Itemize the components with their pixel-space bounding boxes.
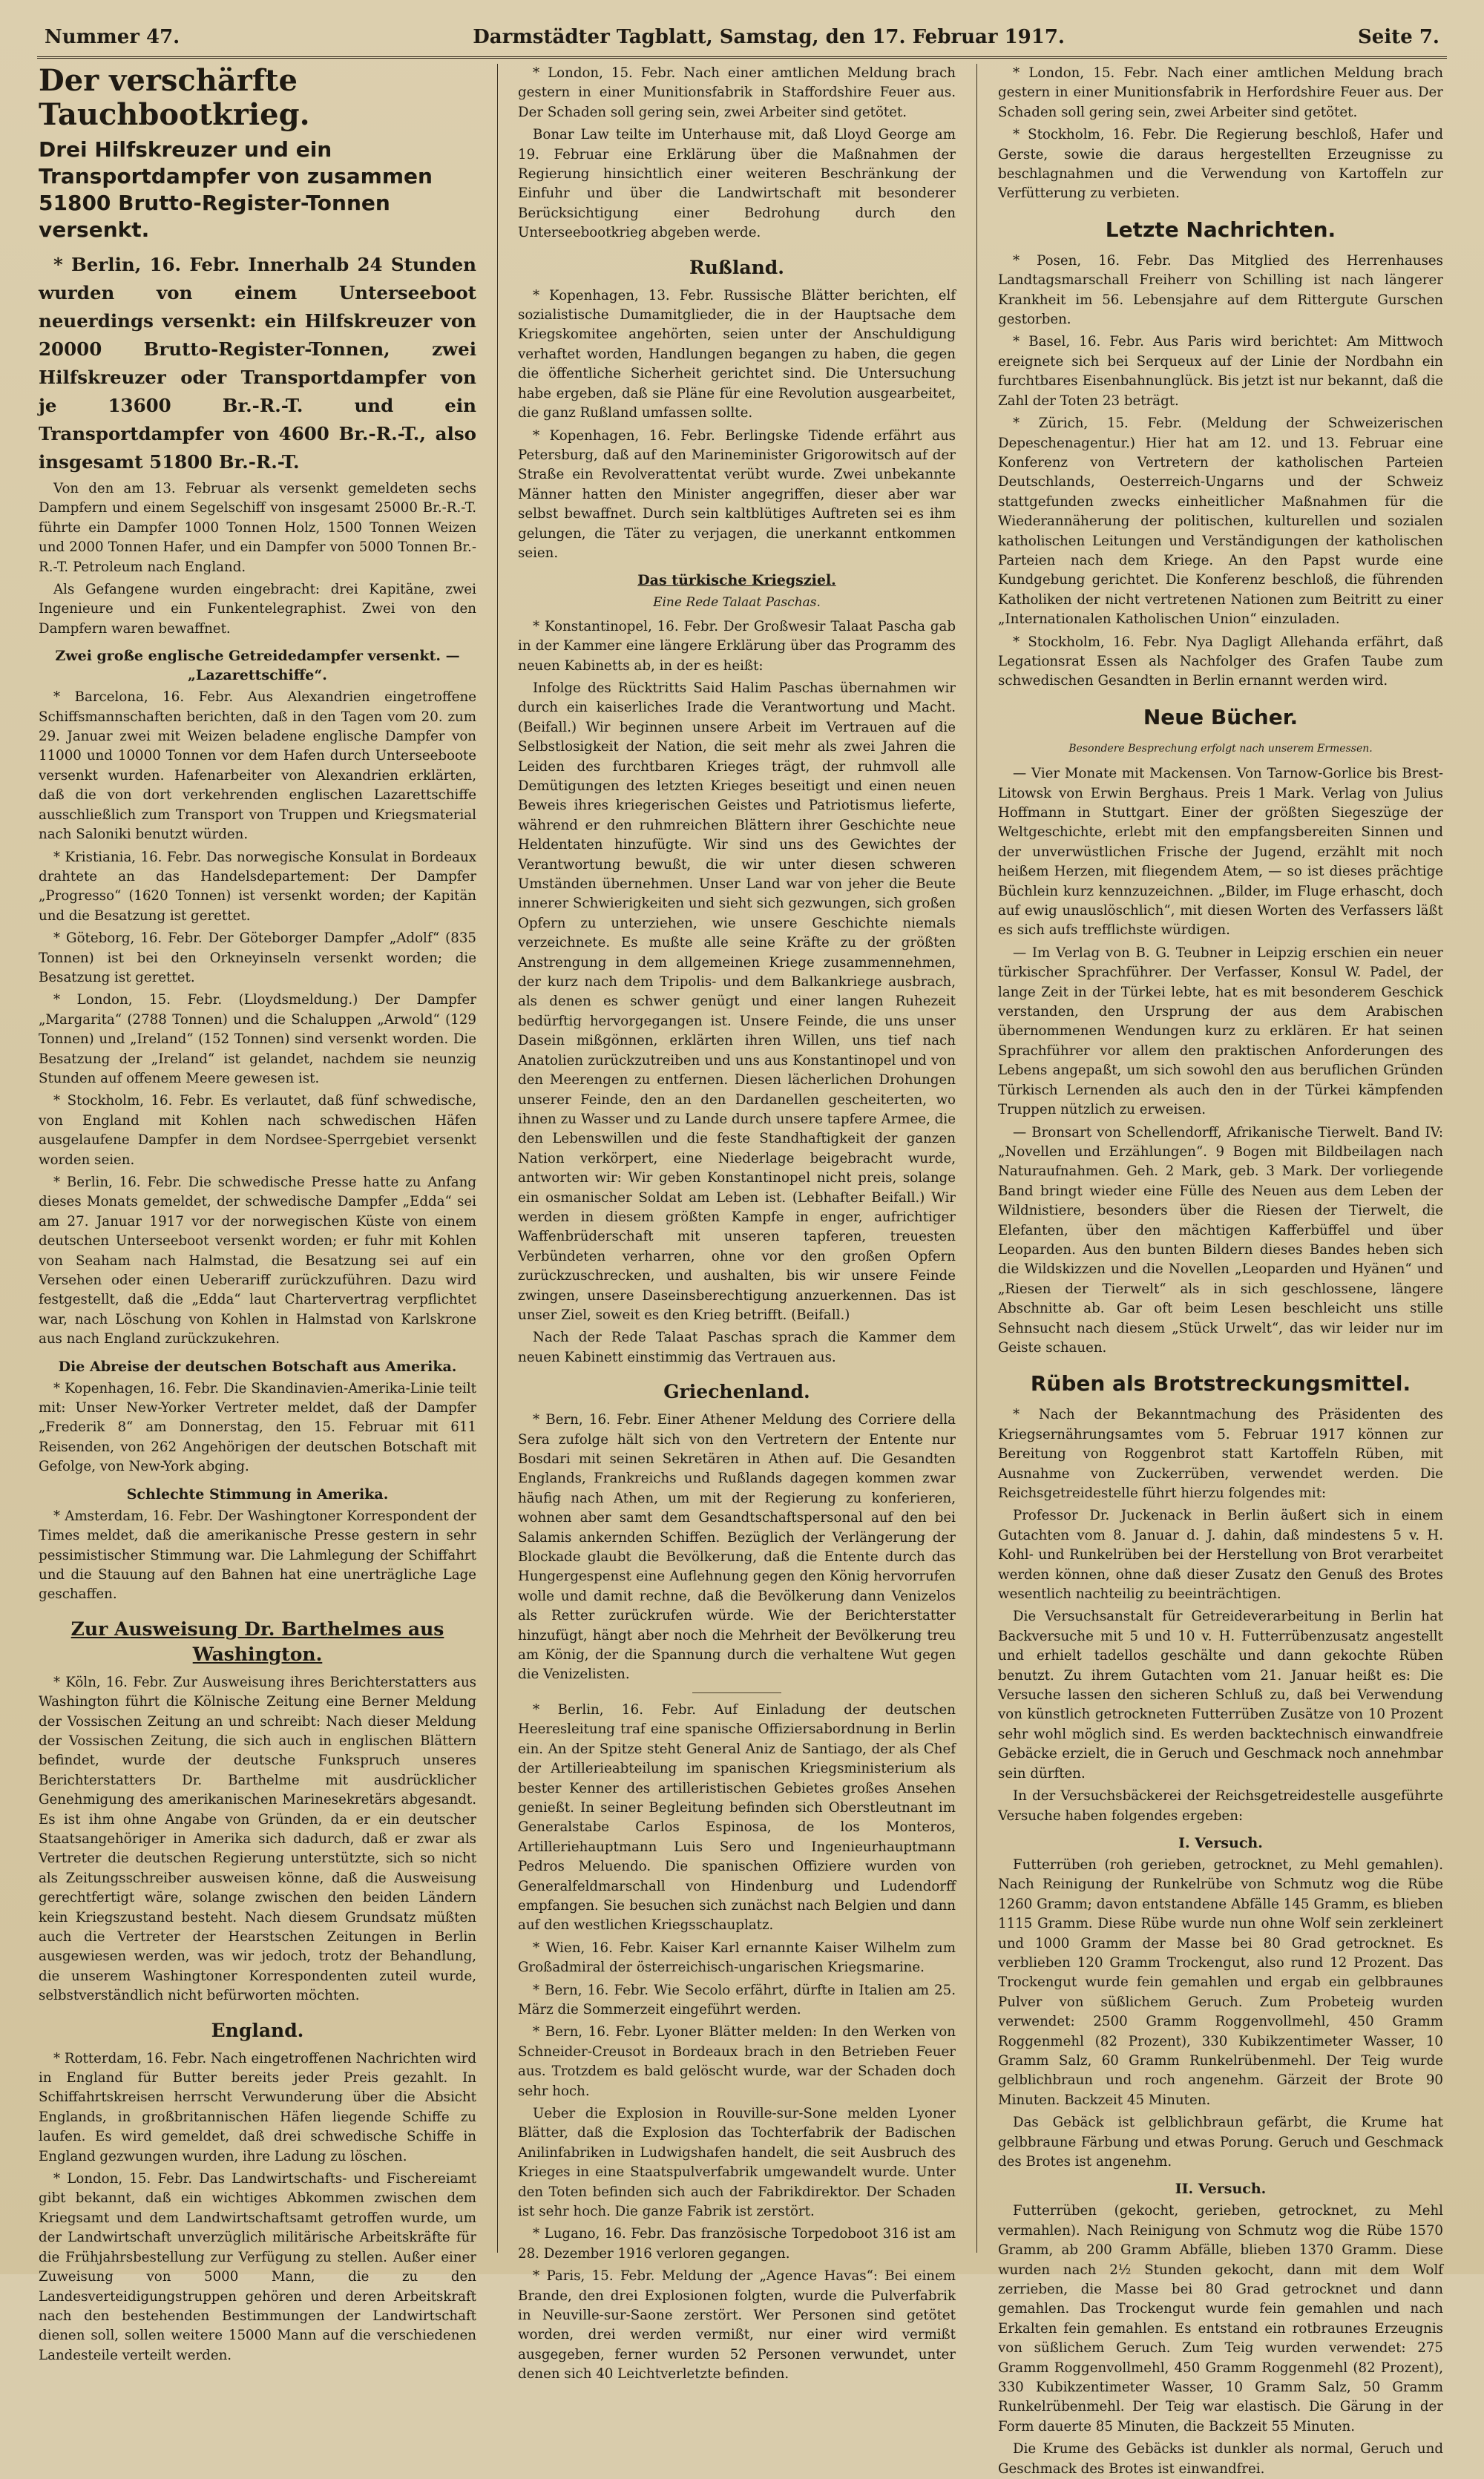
section-heading: Griechenland. bbox=[663, 1381, 810, 1403]
article-paragraph: * Berlin, 16. Febr. Auf Einladung der deutschen Heeresleitung traf eine spanische Offiziersabordnung in Berlin ein. An der Spitze steht General Aniz de Santiago, der als Chef der Artillerieabteilung im spanischen Kriegsministerium als bester Kenner des artilleristischen Gebietes großes Ansehen genießt. In seiner Begleitung befinden sich Oberstleutnant im Generalstabe Carlos Espinosa, de los Monteros, Artilleriehauptmann Luis Sero und Ingenieurhauptmann Pedros Meluendo. Die spanischen Offiziere wurden von Generalfeldmarschall von Hindenburg und Ludendorff empfangen. Sie besuchen sich zunächst nach Belgien und dann auf den westlichen Kriegsschauplatz. bbox=[518, 1701, 956, 1934]
article-paragraph: * Göteborg, 16. Febr. Der Göteborger Dampfer „Adolf“ (835 Tonnen) ist bei den Orkneyinseln versenkt worden; die Besatzung ist gerettet. bbox=[39, 930, 476, 985]
article-paragraph: * London, 15. Febr. Nach einer amtlichen Meldung brach gestern in einer Munitionsfabrik in Herfordshire Feuer aus. Der Schaden soll gering sein, zwei Arbeiter sind getötet. bbox=[998, 65, 1443, 120]
article-paragraph: * Kopenhagen, 16. Febr. Berlingske Tidende erfährt aus Petersburg, daß auf den Marineminister Grigorowitsch auf der Straße ein Revolverattentat verübt wurde. Zwei unbekannte Männer hatten den Minister angegriffen, dieser aber war selbst bewaffnet. Durch sein kaltblütiges Auftreten sei es ihm gelungen, die Täter zu verjagen, die unerkannt entkommen seien. bbox=[518, 427, 956, 561]
article-paragraph: * Nach der Bekanntmachung des Präsidenten des Kriegsernährungsamtes vom 5. Februar 1917 können zur Bereitung von Roggenbrot statt Kartoffeln Rüben, mit Ausnahme von Zuckerrüben, verwendet werden. Die Reichsgetreidestelle führt hierzu folgendes mit: bbox=[998, 1407, 1443, 1501]
article-paragraph: * London, 15. Febr. Nach einer amtlichen Meldung brach gestern in einer Munitionsfabrik in Staffordshire Feuer aus. Der Schaden soll gering sein, zwei Arbeiter sind getötet. bbox=[518, 65, 956, 120]
column-rule bbox=[497, 64, 498, 2253]
article-paragraph: * Zürich, 15. Febr. (Meldung der Schweizerischen Depeschenagentur.) Hier hat am 12. und 13. Februar eine Konferenz von Vertretern der katholischen Parteien Deutschlands, Oesterreich-Ungarns und der Schweiz stattgefunden zwecks einheitlicher Maßnahmen für die Wiederannäherung der politischen, kulturellen und sozialen katholischen Leitungen und Verständigungen der katholischen Parteien nach dem Kriege. An den Papst wurde eine Kundgebung gerichtet. Die Konferenz beschloß, die führenden Katholiken der nicht vertretenen Nationen zum Beitritt zu einer „Internationalen Katholischen Union“ einzuladen. bbox=[998, 416, 1443, 628]
section-heading: Rußland. bbox=[689, 256, 784, 278]
article-paragraph: Ueber die Explosion in Rouville-sur-Sone melden Lyoner Blätter, daß die Explosion das Tochterfabrik der Badischen Anilinfabriken in Ludwigshafen handelt, die seit Ausbruch des Krieges in eine Staatspulverfabrik umgewandelt wurde. Unter den Toten befinden sich auch der Fabrikdirektor. Der Schaden ist sehr hoch. Die ganze Fabrik ist zerstört. bbox=[518, 2106, 956, 2220]
article-paragraph: * Basel, 16. Febr. Aus Paris wird berichtet: Am Mittwoch ereignete sich bei Serqueux auf der Linie der Nordbahn ein furchtbares Eisenbahnunglück. Bis jetzt ist nur bekannt, daß die Zahl der Toten 23 beträgt. bbox=[998, 334, 1443, 409]
section-note: Besondere Besprechung erfolgt nach unserem Ermessen. bbox=[1068, 742, 1373, 755]
article-paragraph: * Bern, 16. Febr. Lyoner Blätter melden: In den Werken von Schneider-Creusot in Bordeaux brach in den Betrieben Feuer aus. Trotzdem es bald gelöscht wurde, war der Schaden doch sehr hoch. bbox=[518, 2024, 956, 2099]
masthead-rule bbox=[37, 56, 1447, 59]
article-paragraph: * Bern, 16. Febr. Einer Athener Meldung des Corriere della Sera zufolge hält sich von den Vertretern der Entente nur Bosdari mit seinen Sekretären in Athen auf. Die Gesandten Englands, Frankreichs und Rußlands dagegen kommen zwar häufig nach Athen, um mit der Regierung zu konferieren, wohnen aber samt dem Gesandtschaftspersonal auf den bei Salamis ankernden Schiffen. Bezüglich der Verlängerung der Blockade glaubt die Bevölkerung, daß die Entente durch das Hungergespenst eine Auflehnung gegen den König hervorrufen wolle und damit rechne, daß die Bevölkerung dann Venizelos als Retter zurückrufen würde. Wie der Berichterstatter hinzufügt, hängt aber noch die Mehrheit der Bevölkerung treu am König, der die Spannung durch die verhaltene Wut gegen die Venizelisten. bbox=[518, 1412, 956, 1683]
article-paragraph: * Barcelona, 16. Febr. Aus Alexandrien eingetroffene Schiffsmannschaften berichten, daß in den Tagen vom 20. zum 29. Januar zwei mit Weizen beladene englische Dampfer von 11000 und 10000 Tonnen vor dem Hafen durch Unterseeboote versenkt wurden. Hafenarbeiter von Alexandrien erklärten, daß die von dort verkehrenden englischen Lazarettschiffe ausschließlich zum Transport von Truppen und Kriegsmaterial nach Saloniki benutzt würden. bbox=[39, 689, 476, 843]
article-paragraph: * London, 15. Febr. (Lloydsmeldung.) Der Dampfer „Margarita“ (2788 Tonnen) und die Schaluppen „Arwold“ (129 Tonnen) und „Ireland“ (152 Tonnen) sind versenkt worden. Die Besatzung der „Ireland“ ist gelandet, nachdem sie neunzig Stunden auf offenem Meere gewesen ist. bbox=[39, 992, 476, 1086]
article-paragraph: * Lugano, 16. Febr. Das französische Torpedoboot 316 ist am 28. Dezember 1916 verloren gegangen. bbox=[518, 2226, 956, 2262]
article-paragraph: Das Gebäck ist gelblichbraun gefärbt, die Krume hat gelbbraune Färbung und etwas Porung. Geruch und Geschmack des Brotes ist angenehm. bbox=[998, 2115, 1443, 2170]
section-heading: England. bbox=[211, 2019, 304, 2041]
article-paragraph: Die Versuchsanstalt für Getreideverarbeitung in Berlin hat Backversuche mit 5 und 10 v. H. Futterrübenzusatz angestellt und erhielt tadellos geschälte und dann gekochte Rüben benutzt. Zu ihrem Gutachten vom 21. Januar heißt es: Die Versuche lassen den sicheren Schluß zu, daß bei Verwendung von künstlich getrockneten Futterrüben Zusätze von 10 Prozent sehr wohl möglich sind. Es werden backtechnisch einwandfreie Gebäcke erzielt, die in Geruch und Geschmack noch annehmbar sein dürften. bbox=[998, 1609, 1443, 1782]
section-heading: II. Versuch. bbox=[1175, 2181, 1267, 2198]
article-paragraph: Futterrüben (roh gerieben, getrocknet, zu Mehl gemahlen). Nach Reinigung der Runkelrübe von Schmutz wog die Rübe 1260 Gramm; davon entstandene Abfälle 145 Gramm, es blieben 1115 Gramm. Diese Rübe wurde nun ohne Wolf sein zerkleinert und 1000 Gramm der Masse bei 80 Grad getrocknet. Es verblieben 120 Gramm Trockengut, also rund 12 Prozent. Das Trockengut wurde fein gemahlen und ergab ein gelbbraunes Pulver von süßlichem Geruch. Zum Probeteig wurden verwendet: 2500 Gramm Roggenvollmehl, 450 Gramm Roggenmehl (82 Prozent), 330 Kubikzentimeter Wasser, 10 Gramm Salz, 60 Gramm Runkelrübenmehl. Der Teig wurde gelblichbraun und roch angenehm. Gärzeit der Brote 90 Minuten. Backzeit 45 Minuten. bbox=[998, 1856, 1443, 2108]
article-paragraph: * Berlin, 16. Febr. Die schwedische Presse hatte zu Anfang dieses Monats gemeldet, der schwedische Dampfer „Edda“ sei am 27. Januar 1917 vor der norwegischen Küste von einem deutschen Unterseeboot versenkt worden; er fuhr mit Kohlen von Seaham nach Halmstad, die Besatzung sei auf ein Versehen oder einen Ueberariff zurückzuführen. Dazu wird festgestellt, daß die „Edda“ laut Chartervertrag verpflichtet war, nach Löschung von Kohlen in Halmstad von Karlskrone aus nach England zurückzukehren. bbox=[39, 1175, 476, 1347]
section-heading: I. Versuch. bbox=[1178, 1834, 1263, 1851]
article-paragraph: * Bern, 16. Febr. Wie Secolo erfährt, dürfte in Italien am 25. März die Sommerzeit eingeführt werden. bbox=[518, 1982, 956, 2017]
article-paragraph: Als Gefangene wurden eingebracht: drei Kapitäne, zwei Ingenieure und ein Funkentelegraphist. Zwei von den Dampfern waren bewaffnet. bbox=[39, 582, 476, 637]
article-paragraph: — Bronsart von Schellendorff, Afrikanische Tierwelt. Band IV: „Novellen und Erzählungen“. 9 Bogen mit Bildbeilagen nach Naturaufnahmen. Geh. 2 Mark, geb. 3 Mark. Der vorliegende Band bringt wieder eine Fülle des Neuen aus dem Leben der Wildnistiere, besonders über die Riesen der Tierwelt, die Elefanten, über den mächtigen Kafferbüffel und über Leoparden. Aus den bunten Bildern dieses Bandes heben sich die Wildskizzen und die Novellen „Leoparden und Hyänen“ und „Riesen der Tierwelt“ als in sich geschlossene, längere Abschnitte ab. Gar oft beim Lesen beschleicht uns stille Sehnsucht nach diesem „Stück Urwelt“, das wir leider nur im Geiste schauen. bbox=[998, 1124, 1443, 1356]
article-paragraph: * Kopenhagen, 13. Febr. Russische Blätter berichten, elf sozialistische Dumamitglieder, die in der Hauptsache dem Kriegskomitee angehörten, seien unter der Anschuldigung verhaftet worden, Handlungen begangen zu haben, die gegen die öffentliche Sicherheit gerichtet sind. Die Untersuchung habe ergeben, daß sie Pläne für eine Revolution ausgearbeitet, die ganz Rußland umfassen sollte. bbox=[518, 287, 956, 421]
article-paragraph: — Vier Monate mit Mackensen. Von Tarnow-Gorlice bis Brest-Litowsk von Erwin Berghaus. Preis 1 Mark. Verlag von Julius Hoffmann in Stuttgart. Einer der größten Siegeszüge der Weltgeschichte, erlebt mit den empfangsbereiten Sinnen und der unverwüstlichen Frische der Jugend, erzählt mit noch heißem Herzen, mit fliegendem Atem, — so ist dieses prächtige Büchlein kurz kennzuzeichnen. „Bilder, im Fluge erhascht, doch auf ewig unauslöschlich“, mit diesen Worten des Verfassers läßt es sich aufs trefflichste würdigen. bbox=[998, 766, 1443, 939]
article-paragraph: * Köln, 16. Febr. Zur Ausweisung ihres Berichterstatters aus Washington führt die Kölnische Zeitung eine Berner Meldung der Vossischen Zeitung an und schreibt: Nach dieser Meldung der Vossischen Zeitung, die sich auch in englischen Blättern befindet, wurde der deutsche Funkspruch unseres Berichterstatters Dr. Barthelme mit ausdrücklicher Genehmigung des amerikanischen Marinesekretärs abgesandt. Es ist ihm ohne Angabe von Gründen, da er ein deutscher Staatsangehöriger in Amerika sich dadurch, daß er zwar als Vertreter die deutschen Regierung unterstützte, sich so nicht als Zeitungsschreiber ausweisen könne, daß die Ausweisung gerechtfertigt wäre, solange zwischen den beiden Ländern kein Kriegszustand besteht. Nach diesem Grundsatz müßten auch die Vertreter der Hearstschen Zeitungen in Berlin ausgewiesen werden, was wir jedoch, trotz der Behandlung, die unserem Washingtoner Korrespondenten zuteil wurde, selbstverständlich nicht befürworten möchten. bbox=[39, 1674, 476, 2004]
article-paragraph: Von den am 13. Februar als versenkt gemeldeten sechs Dampfern und einem Segelschiff von insgesamt 25000 Br.-R.-T. führte ein Dampfer 1000 Tonnen Holz, 1500 Tonnen Weizen und 2000 Tonnen Hafer, und ein Dampfer von 5000 Tonnen Br.-R.-T. Petroleum nach England. bbox=[39, 481, 476, 575]
article-paragraph: * Kopenhagen, 16. Febr. Die Skandinavien-Amerika-Linie teilt mit: Unser New-Yorker Vertreter meldet, daß der Dampfer „Frederik 8“ am Donnerstag, den 15. Februar mit 611 Reisenden, von 262 Angehörigen der deutschen Botschaft mit Gefolge, von New-York abging. bbox=[39, 1380, 476, 1475]
article-paragraph: In der Versuchsbäckerei der Reichsgetreidestelle ausgeführte Versuche haben folgendes ergeben: bbox=[998, 1788, 1443, 1824]
section-heading: Zur Ausweisung Dr. Barthelmes aus Washington. bbox=[70, 1618, 444, 1665]
article-paragraph: * Stockholm, 16. Febr. Es verlautet, daß fünf schwedische, von England mit Kohlen nach schwedischen Häfen ausgelaufene Dampfer in dem Nordsee-Sperrgebiet versenkt worden seien. bbox=[39, 1093, 476, 1168]
article-paragraph: Futterrüben (gekocht, gerieben, getrocknet, zu Mehl vermahlen). Nach Reinigung von Schmutz wog die Rübe 1570 Gramm, ab 200 Gramm Abfälle, blieben 1370 Gramm. Diese wurden nach 2½ Stunden gekocht, dann mit dem Wolf zerrieben, die Masse bei 80 Grad getrocknet und dann gemahlen. Das Trockengut wurde fein gemahlen und nach Erkalten fein gemahlen. Es entstand ein rotbraunes Erzeugnis von süßlichem Geruch. Zum Teig wurden verwendet: 275 Gramm Roggenvollmehl, 450 Gramm Roggenmehl (82 Prozent), 330 Kubikzentimeter Wasser, 10 Gramm Salz, 50 Gramm Runkelrübenmehl. Der Teig war elastisch. Die Gärung in der Form dauerte 85 Minuten, die Backzeit 55 Minuten. bbox=[998, 2203, 1443, 2434]
lead-paragraph: * Berlin, 16. Febr. Innerhalb 24 Stunden wurden von einem Unterseeboot neuerdings versenkt: ein Hilfskreuzer von 20000 Brutto-Register-Tonnen, zwei Hilfskreuzer oder Transportdampfer von je 13600 Br.-R.-T. und ein Transportdampfer von 4600 Br.-R.-T., also insgesamt 51800 Br.-R.-T. bbox=[39, 254, 476, 473]
article-paragraph: Professor Dr. Juckenack in Berlin äußert sich in einem Gutachten vom 8. Januar d. J. dahin, daß mindestens 5 v. H. Kohl- und Runkelrüben bei der Herstellung von Brot verarbeitet werden können, ohne daß dieser Zusatz den Genuß des Brotes wesentlich nachteilig zu beeinträchtigen. bbox=[998, 1508, 1443, 1603]
section-heading: Schlechte Stimmung in Amerika. bbox=[126, 1485, 389, 1503]
article-paragraph: * Stockholm, 16. Febr. Die Regierung beschloß, Hafer und Gerste, sowie die daraus hergestellten Erzeugnisse zu beschlagnahmen und die Verwendung von Kartoffeln zur Verfütterung zu verbieten. bbox=[998, 127, 1443, 202]
article-paragraph: Infolge des Rücktritts Said Halim Paschas übernahmen wir durch ein kaiserliches Irade die Verantwortung und Macht. (Beifall.) Wir beginnen unsere Arbeit im Vertrauen auf die Selbstlosigkeit der Nation, die seit mehr als zwei Jahren die Leiden des furchtbaren Krieges trägt, der ruhmvoll alle Demütigungen des letzten Krieges beseitigt und einen neuen Beweis ihres kriegerischen Geistes und Patriotismus lieferte, während er den ruhmreichen Blättern ihrer Geschichte neue Heldentaten hinzufügte. Wir sind uns des Gewichtes der Verantwortung bewußt, die wir unter diesen schweren Umständen übernehmen. Unser Land war von jeher die Beute innerer Schwierigkeiten und sieht sich gezwungen, sich großen Opfern zu unterziehen, wie unsere Geschichte niemals verzeichnete. Es mußte alle seine Kräfte zu der größten Anstrengung in dem allgemeinen Kriege zusammennehmen, der kurz nach dem Tripolis- und dem Balkankriege ausbrach, als denen es schwer genügt und einer langen Ruhezeit bedürftig hervorgegangen ist. Unsere Feinde, die uns unser Dasein mißgönnen, erklärten ihren Willen, uns tief nach Anatolien zurückzutreiben und uns aus Konstantinopel und von den Meerengen zu entfernen. Diesen lächerlichen Drohungen unserer Feinde, den an den Dardanellen gescheiterten, wo ihnen zu Wasser und zu Lande durch unsere tapfere Armee, die den Lebenswillen und die feste Standhaftigkeit der ganzen Nation verkörpert, eine Niederlage beigebracht wurde, antworten wir: Wir geben Konstantinopel nicht preis, solange ein osmanischer Soldat am Leben ist. (Lebhafter Beifall.) Wir werden in diesem größten Kampfe in enger, aufrichtiger Waffenbrüderschaft mit unseren tapferen, treuesten Verbündeten verharren, ohne vor den großen Opfern zurückzuschrecken, und aushalten, bis wir unsere Feinde zwingen, unsere Daseinsberechtigung anzuerkennen. Das ist unser Ziel, soweit es den Krieg betrifft. (Beifall.) bbox=[518, 680, 956, 1323]
article-paragraph: — Im Verlag von B. G. Teubner in Leipzig erschien ein neuer türkischer Sprachführer. Der Verfasser, Konsul W. Padel, der lange Zeit in der Türkei lebte, hat es mit besonderem Geschick verstanden, den Ursprung der aus dem Arabischen übernommenen Wendungen kurz zu erklären. Er hat seinen Sprachführer vor allem den praktischen Anforderungen des Lebens angepaßt, um sich sowohl den aus beruflichen Gründen Türkisch Lernenden als auch den in der Türkei kämpfenden Truppen nützlich zu erweisen. bbox=[998, 945, 1443, 1118]
section-heading: Die Abreise der deutschen Botschaft aus Amerika. bbox=[58, 1358, 457, 1375]
column-1 bbox=[39, 63, 476, 2363]
article-paragraph: * Posen, 16. Febr. Das Mitglied des Herrenhauses Landtagsmarschall Freiherr von Schilling ist nach längerer Krankheit im 56. Lebensjahre auf dem Rittergute Gurschen gestorben. bbox=[998, 252, 1443, 328]
section-heading: Rüben als Brotstreckungsmittel. bbox=[1030, 1371, 1411, 1396]
article-paragraph: Die Krume des Gebäcks ist dunkler als normal, Geruch und Geschmack des Brotes ist einwandfrei. bbox=[998, 2441, 1443, 2477]
article-paragraph: * Konstantinopel, 16. Febr. Der Großwesir Talaat Pascha gab in der Kammer eine längere Erklärung über das Programm des neuen Kabinetts ab, in der es heißt: bbox=[518, 618, 956, 674]
article-paragraph: * Rotterdam, 16. Febr. Nach eingetroffenen Nachrichten wird in England für Butter bereits jeder Preis gezahlt. In Schiffahrtskreisen herrscht Verwunderung über die Absicht Englands, in großbritannischen Häfen liegende Schiffe zu laufen. Es wird gemeldet, daß drei schwedische Schiffe in England gezwungen wurden, ihre Ladung zu löschen. bbox=[39, 2050, 476, 2164]
article-paragraph: * Stockholm, 16. Febr. Nya Dagligt Allehanda erfährt, daß Legationsrat Essen als Nachfolger des Grafen Taube zum schwedischen Gesandten in Berlin ernannt werden wird. bbox=[998, 634, 1443, 689]
main-headline: Der verschärfte Tauchbootkrieg. bbox=[39, 63, 310, 132]
column-2 bbox=[518, 64, 956, 2383]
section-heading: Zwei große englische Getreidedampfer versenkt. — „Lazarettschiffe“. bbox=[55, 648, 460, 684]
column-rule bbox=[976, 64, 977, 2253]
page-number: Seite 7. bbox=[1358, 26, 1439, 48]
article-paragraph: * Paris, 15. Febr. Meldung der „Agence Havas“: Bei einem Brande, den drei Explosionen folgten, wurde die Pulverfabrik in Neuville-sur-Saone zerstört. Wer Personen sind getötet worden, drei werden vermißt, nur einer wird vermißt ausgegeben, ferner wurden 52 Personen verwundet, unter denen sich 40 Leichtverletzte befinden. bbox=[518, 2268, 956, 2383]
article-paragraph: * London, 15. Febr. Das Landwirtschafts- und Fischereiamt gibt bekannt, daß ein wichtiges Abkommen zwischen dem Kriegsamt und dem Landwirtschaftsamt getroffen wurde, um der Landwirtschaft unverzüglich militärische Arbeitskräfte für die Frühjahrsbestellung zur Verfügung zu stellen. Außer einer Zuweisung von 5000 Mann, die zu den Landesverteidigungstruppen gehören und deren Arbeitskraft nach den bestehenden Bestimmungen der Landwirtschaft dienen soll, sollen weitere 15000 Mann auf die verschiedenen Landesteile verteilt werden. bbox=[39, 2171, 476, 2363]
newspaper-title: Darmstädter Tagblatt, Samstag, den 17. Februar 1917. bbox=[473, 26, 1065, 48]
separator-rule bbox=[692, 1692, 781, 1693]
section-subheading: Eine Rede Talaat Paschas. bbox=[653, 595, 821, 611]
main-subheadline: Drei Hilfskreuzer und ein Transportdampfer von zusammen 51800 Brutto-Register-Tonnen versenkt. bbox=[39, 137, 433, 242]
issue-number: Nummer 47. bbox=[45, 26, 180, 48]
article-paragraph: Nach der Rede Talaat Paschas sprach die Kammer dem neuen Kabinett einstimmig das Vertrauen aus. bbox=[518, 1330, 956, 1365]
column-3 bbox=[998, 64, 1443, 2477]
section-heading: Das türkische Kriegsziel. bbox=[637, 572, 836, 589]
article-paragraph: Bonar Law teilte im Unterhause mit, daß Lloyd George am 19. Februar eine Erklärung über die Maßnahmen der Regierung hinsichtlich einer weiteren Beschränkung der Einfuhr und über die Landwirtschaft mit besonderer Berücksichtigung einer Bedrohung durch den Unterseebootkrieg abgeben werde. bbox=[518, 127, 956, 241]
masthead bbox=[45, 21, 1439, 53]
article-paragraph: * Wien, 16. Febr. Kaiser Karl ernannte Kaiser Wilhelm zum Großadmiral der österreichisch-ungarischen Kriegsmarine. bbox=[518, 1940, 956, 1976]
article-paragraph: * Amsterdam, 16. Febr. Der Washingtoner Korrespondent der Times meldet, daß die amerikanische Presse gestern in sehr pessimistischer Stimmung war. Die Lahmlegung der Schiffahrt und die Stauung auf den Bahnen hat eine unerträgliche Lage geschaffen. bbox=[39, 1508, 476, 1603]
section-heading: Neue Bücher. bbox=[1143, 704, 1298, 729]
section-heading: Letzte Nachrichten. bbox=[1105, 217, 1336, 242]
article-paragraph: * Kristiania, 16. Febr. Das norwegische Konsulat in Bordeaux drahtete an das Handelsdepartement: Der Dampfer „Progresso“ (1620 Tonnen) ist versenkt worden; der Kapitän und die Besatzung ist gerettet. bbox=[39, 849, 476, 924]
